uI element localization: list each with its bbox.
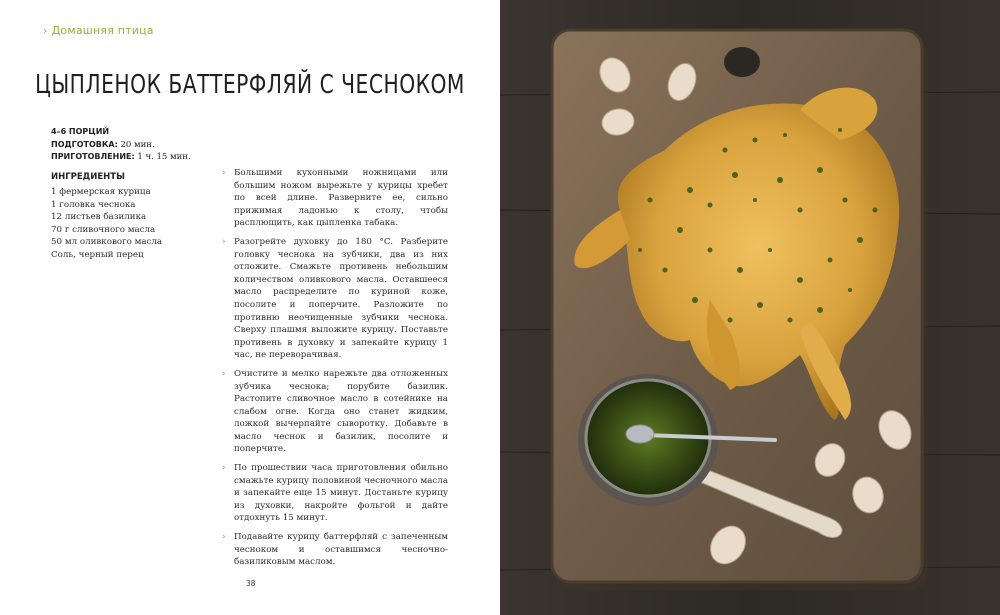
section-header <box>43 24 154 37</box>
method-step <box>222 368 448 456</box>
method-step-text: Подавайте курицу баттерфляй с запеченным чесноком и оставшимся чесночно-базиликовым маслом. <box>234 532 448 568</box>
method-steps <box>222 167 448 575</box>
chevron-right-icon: › <box>222 368 226 379</box>
prep-value: 20 мин. <box>120 139 155 150</box>
ingredient-item: 70 г сливочного масла <box>51 224 156 235</box>
section-label: Домашняя птица <box>51 24 154 37</box>
cook-value: 1 ч. 15 мин. <box>137 152 191 162</box>
ingredient-item: 12 листьев базилика <box>51 212 147 223</box>
ingredient-item: 1 фермерская курица <box>51 187 151 197</box>
food-photo <box>500 0 1000 615</box>
ingredient-item: Соль, черный перец <box>51 249 144 260</box>
method-step-text: По прошествии часа приготовления обильно смажьте курицу половиной чесночного масла и запекайте еще 15 минут. Достаньте курицу из духовки, накройте фольгой и дайте отдохнуть 15 минут. <box>234 463 448 524</box>
board-handle-hole <box>724 47 760 77</box>
chevron-right-icon: › <box>222 168 226 178</box>
recipe-title: ЦЫПЛЕНОК БАТТЕРФЛЯЙ С ЧЕСНОКОМ <box>35 70 465 100</box>
method-step-text: Разогрейте духовку до 180 °C. Разберите головку чеснока на зубчики, два из них отложите. Смажьте противень небольшим количеством оливкового масла. Оставшееся масло распределите по куриной коже, посолите и поперчите. Разложите по противню неочищенные зубчики чеснока. Сверху плашмя выложите курицу. Поставьте противень в духовку и запекайте курицу 1 час, не переворачивая. <box>234 236 448 361</box>
ingredients-title: ИНГРЕДИЕНТЫ <box>51 172 125 182</box>
method-step <box>222 236 448 362</box>
chevron-right-icon: › <box>222 236 226 247</box>
method-step-text: Очистите и мелко нарежьте два отложенных зубчика чеснока; порубите базилик. Растопите сливочное масло в сотейнике на слабом огне. Когда оно станет жидким, ложкой вычерпайте сыворотку. Добавьте в масло чеснок и базилик, посолите и поперчите. <box>234 368 448 455</box>
page-number: 38 <box>246 579 256 588</box>
ingredients-list <box>51 186 162 262</box>
ingredient-item: 1 головка чеснока <box>51 199 136 210</box>
cook-label: ПРИГОТОВЛЕНИЕ: <box>51 152 135 161</box>
method-step <box>222 167 448 230</box>
chevron-right-icon: › <box>222 463 226 474</box>
recipe-meta <box>51 126 191 164</box>
servings: 4–6 ПОРЦИЙ <box>51 127 110 136</box>
section-arrow-icon: › <box>43 24 48 37</box>
prep-label: ПОДГОТОВКА: <box>51 139 118 149</box>
ingredient-item: 50 мл оливкового масла <box>51 237 163 248</box>
method-step <box>222 462 448 525</box>
chevron-right-icon: › <box>222 532 226 543</box>
method-step <box>222 531 448 569</box>
food-photo-illustration <box>500 0 1000 615</box>
method-step-text: Большими кухонными ножницами или большим ножом вырежьте у курицы хребет по всей длине. Разверните ее, сильно прижимая ладонью к столу, чтобы расплющить, как цыпленка табака. <box>234 168 448 229</box>
